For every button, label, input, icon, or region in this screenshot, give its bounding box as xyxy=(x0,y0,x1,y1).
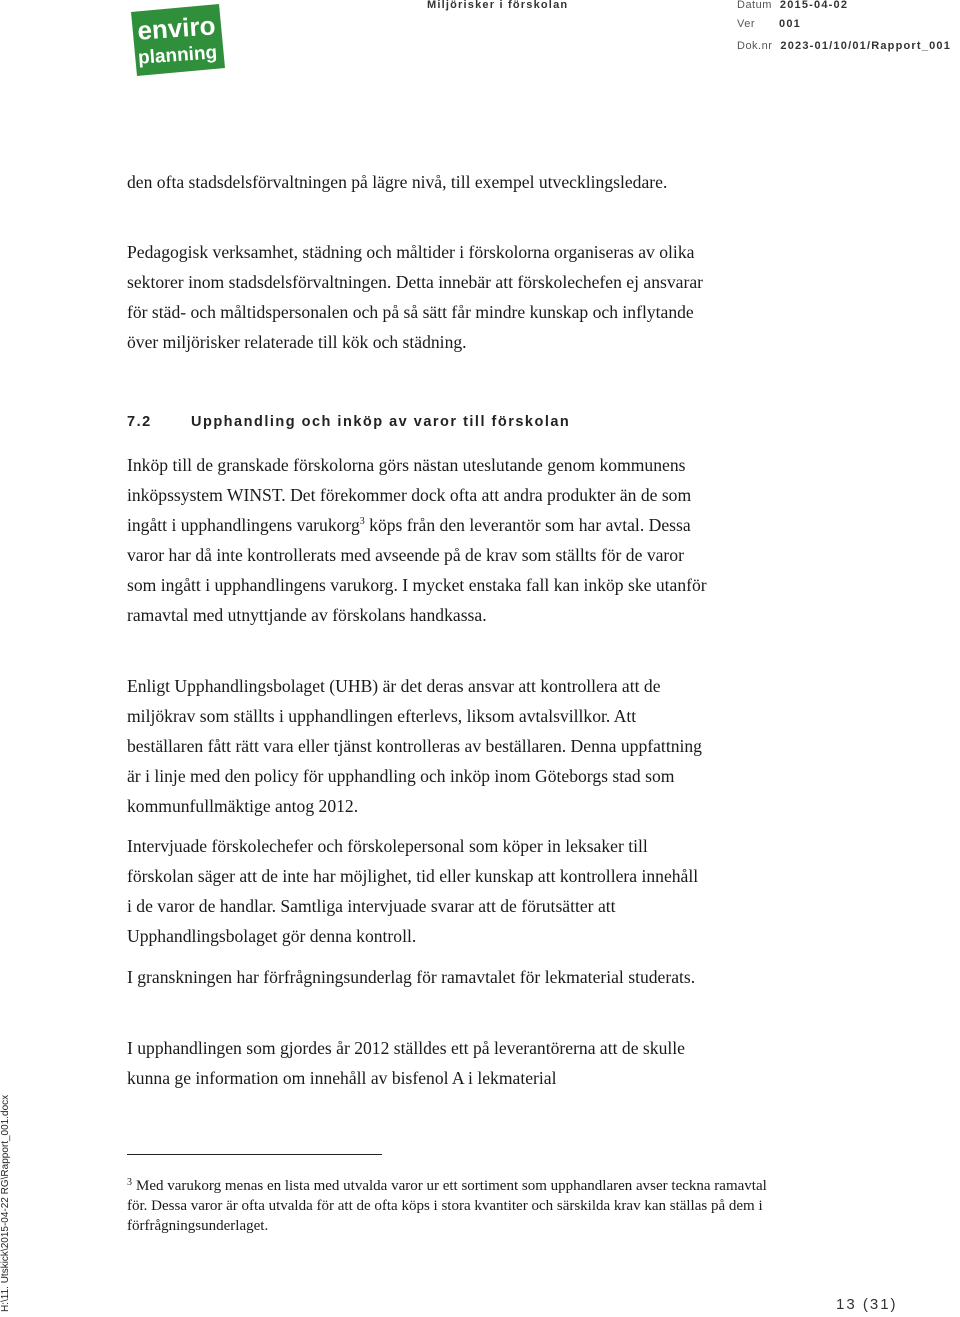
paragraph-6: I granskningen har förfrågningsunderlag för ramavtalet för lekmaterial studerats. xyxy=(127,967,696,987)
footnote-separator xyxy=(127,1154,382,1155)
version-label: Ver xyxy=(737,18,756,30)
paragraph-3-part-b: köps från den leverantör som har avtal. Dessa varor har då inte kontrollerats med avseende på de krav som ställts för de varor som ingått i upphandlingens varukorg. I mycket enstaka fall kan inköp ske utanför ramavtal med utnyttjande av förskolans handkassa. xyxy=(127,515,707,625)
page-indicator: 13 (31) xyxy=(836,1296,898,1313)
paragraph-7: I upphandlingen som gjordes år 2012 ställdes ett på leverantörerna att de skulle kunna ge information om innehåll av bisfenol A i lekmaterial xyxy=(127,1038,685,1088)
date-row xyxy=(737,0,848,11)
date-label: Datum xyxy=(737,0,772,11)
section-number: 7.2 xyxy=(127,414,152,430)
paragraph-3 xyxy=(127,450,707,630)
paragraph-4: Enligt Upphandlingsbolaget (UHB) är det deras ansvar att kontrollera att de miljökrav som ställts i upphandlingen efterlevs, liksom avtalsvillkor. Att beställaren fått rätt vara eller tjänst kontrolleras av beställaren. Denna uppfattning är i linje med den policy för upphandling och inköp inom Göteborgs stad som kommunfullmäktige antog 2012. xyxy=(127,676,702,816)
document-title: Miljörisker i förskolan xyxy=(427,0,569,11)
section-title: Upphandling och inköp av varor till förskolan xyxy=(191,414,571,430)
logo-text-bottom: planning xyxy=(137,42,218,69)
footnote-reference[interactable]: 3 xyxy=(359,516,365,527)
footnote xyxy=(127,1176,787,1236)
paragraph-1: den ofta stadsdelsförvaltningen på lägre nivå, till exempel utvecklingsledare. xyxy=(127,172,668,192)
section-heading xyxy=(127,414,570,430)
date-value: 2015-04-02 xyxy=(779,0,849,11)
docnr-row xyxy=(737,40,951,52)
file-path: H:\11. Utskick\2015-04-22 RG\Rapport_001.docx xyxy=(0,1094,11,1312)
paragraph-2: Pedagogisk verksamhet, städning och måltider i förskolorna organiseras av olika sektorer inom stadsdelsförvaltningen. Detta innebär att förskolechefen ej ansvarar för städ- och måltidspersonalen och på så sätt får mindre kunskap och inflytande över miljörisker relaterade till kök och städning. xyxy=(127,242,703,352)
docnr-value: 2023-01/10/01/Rapport_001 xyxy=(780,40,952,52)
paragraph-5: Intervjuade förskolechefer och förskolepersonal som köper in leksaker till förskolan säger att de inte har möjlighet, tid eller kunskap att kontrollera innehåll i de varor de handlar. Samtliga intervjuade svarar att de förutsätter att Upphandlingsbolaget gör denna kontroll. xyxy=(127,836,699,946)
footnote-text: Med varukorg menas en lista med utvalda varor ur ett sortiment som upphandlaren avser teckna ramavtal för. Dessa varor är ofta utvalda för att de ofta köps i stora kvantiter och särskilda krav kan ställas på dem i förfrågningsunderlaget. xyxy=(127,1178,767,1234)
version-value: 001 xyxy=(779,18,801,30)
version-row xyxy=(737,18,801,30)
logo-text-top: enviro xyxy=(136,10,217,46)
footnote-number: 3 xyxy=(127,1177,132,1188)
paragraph-3-part-a: Inköp till de granskade förskolorna görs nästan uteslutande genom kommunens inköpssystem WINST. Det förekommer dock ofta att andra produkter än de som ingått i upphandlingens varukorg xyxy=(127,455,692,535)
enviro-planning-logo xyxy=(127,2,227,78)
docnr-label: Dok.nr xyxy=(737,40,773,52)
